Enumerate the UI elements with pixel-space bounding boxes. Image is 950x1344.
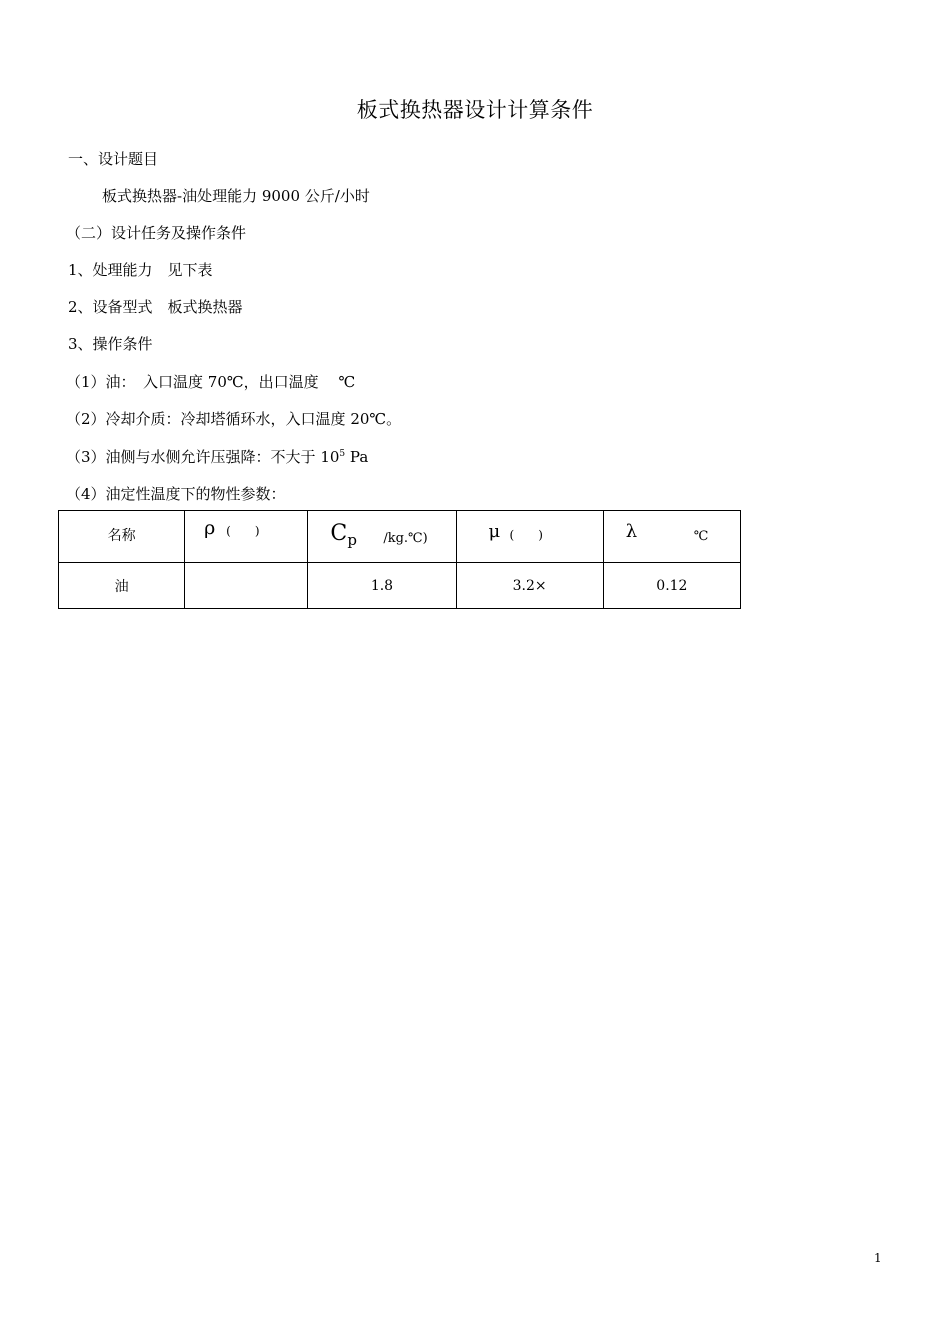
properties-table xyxy=(58,510,741,609)
condition-oil: （1）油： 入口温度 70℃，出口温度 ℃ xyxy=(66,373,356,391)
row-name: 油 xyxy=(59,563,185,609)
item-capacity: 1、处理能力 见下表 xyxy=(68,261,213,279)
header-rho-cell xyxy=(185,511,308,563)
section-heading-tasks: （二）设计任务及操作条件 xyxy=(66,224,247,242)
pressure-drop-unit: Pa xyxy=(345,448,369,466)
lambda-unit: ℃ xyxy=(693,529,709,544)
header-lambda-cell xyxy=(603,511,740,563)
section-heading-design-topic: 一、设计题目 xyxy=(68,150,159,168)
header-name: 名称 xyxy=(107,528,136,544)
design-topic-text: 板式换热器-油处理能力 9000 公斤/小时 xyxy=(102,187,370,205)
cp-subscript: p xyxy=(347,531,357,549)
table-row xyxy=(59,563,741,609)
pressure-drop-text: （3）油侧与水侧允许压强降：不大于 10 xyxy=(66,448,340,466)
cp-unit: /kg.℃) xyxy=(383,531,428,546)
item-equipment-type: 2、设备型式 板式换热器 xyxy=(68,298,243,316)
pressure-drop-exponent: 5 xyxy=(339,449,346,459)
header-mu-cell xyxy=(456,511,603,563)
page-number: 1 xyxy=(874,1251,882,1265)
mu-unit: ( ) xyxy=(509,528,543,542)
page-title: 板式换热器设计计算条件 xyxy=(356,98,594,122)
item-operating-conditions: 3、操作条件 xyxy=(68,335,153,353)
condition-pressure-drop xyxy=(66,446,368,467)
condition-properties: （4）油定性温度下的物性参数： xyxy=(66,485,286,503)
row-cp: 1.8 xyxy=(308,563,456,609)
row-lambda: 0.12 xyxy=(603,563,740,609)
lambda-symbol: λ xyxy=(625,521,638,542)
mu-symbol: μ xyxy=(488,521,501,542)
rho-unit: ( ) xyxy=(226,524,260,538)
rho-symbol: ρ xyxy=(204,517,216,539)
condition-coolant: （2）冷却介质：冷却塔循环水，入口温度 20℃。 xyxy=(66,410,402,428)
cp-symbol: C xyxy=(330,521,348,546)
header-name-cell xyxy=(59,511,185,563)
row-rho xyxy=(185,563,308,609)
table-header-row xyxy=(59,511,741,563)
row-mu: 3.2× xyxy=(456,563,603,609)
header-cp-cell xyxy=(308,511,456,563)
